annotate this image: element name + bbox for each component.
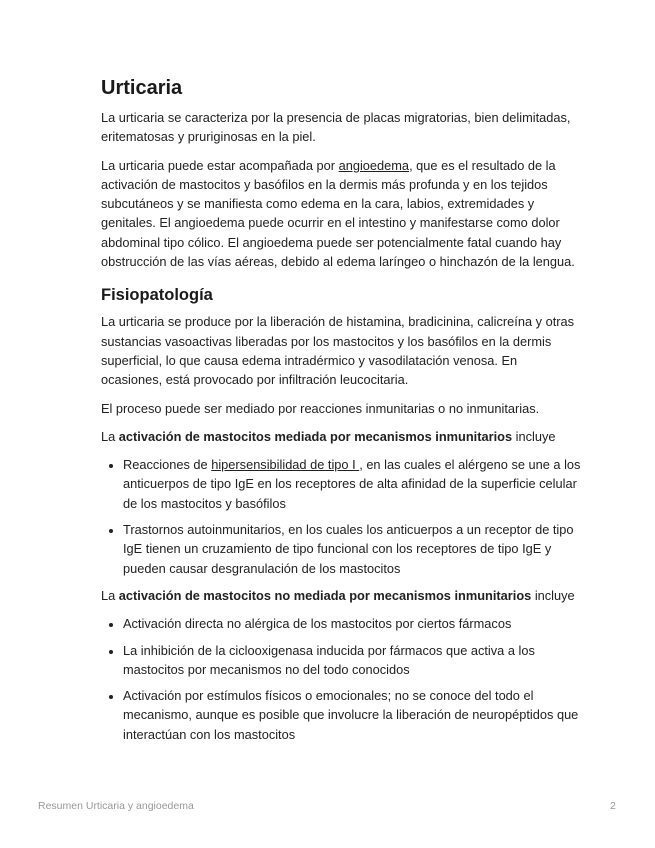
nonimmune-lead-post: incluye: [531, 587, 575, 603]
list-item: • Activación directa no alérgica de los mastocitos por ciertos fármacos: [123, 614, 581, 633]
intro-p2-before: La urticaria puede estar acompañada por: [101, 157, 339, 173]
fisio-paragraph-1: La urticaria se produce por la liberación de histamina, bradicinina, calicreína y otras sustancias vasoactivas liberadas por los mastocitos y los basófilos en la dermis superficial, lo que causa edema intradérmico y vasodilatación venosa. En ocasiones, está provocado por infiltración leucocitaria.: [101, 314, 575, 388]
list-item: • Trastornos autoinmunitarios, en los cuales los anticuerpos a un receptor de tipo IgE tienen un cruzamiento de tipo funcional con los receptores de tipo IgE y pueden causar desgranulación de los mastocitos: [123, 520, 581, 578]
document-body: [101, 76, 581, 752]
immune-item-1-before: Reacciones de: [123, 457, 212, 473]
immune-lead-pre: La: [101, 428, 119, 444]
immune-lead-post: incluye: [512, 428, 556, 444]
nonimmune-list: [101, 614, 581, 744]
angioedema-link[interactable]: angioedema: [338, 157, 410, 173]
list-item: • La inhibición de la ciclooxigenasa inducida por fármacos que activa a los mastocitos por mecanismos no del todo conocidos: [123, 641, 581, 680]
section-heading-fisiopatologia: Fisiopatología: [101, 286, 213, 305]
immune-list: [101, 455, 581, 578]
immune-lead: [101, 427, 581, 446]
list-item: • Activación por estímulos físicos o emocionales; no se conoce del todo el mecanismo, aunque es posible que involucre la liberación de neuropéptidos que interactúan con los mastocitos: [123, 686, 581, 744]
immune-lead-bold: activación de mastocitos mediada por mecanismos inmunitarios: [118, 428, 513, 444]
nonimmune-lead-bold: activación de mastocitos no mediada por mecanismos inmunitarios: [118, 587, 532, 603]
page-title: Urticaria: [101, 77, 183, 99]
nonimmune-lead-pre: La: [101, 587, 119, 603]
footer-document-title: Resumen Urticaria y angioedema: [38, 800, 194, 812]
intro-paragraph-1: La urticaria se caracteriza por la presencia de placas migratorias, bien delimitadas, eritematosas y pruriginosas en la piel.: [101, 110, 571, 145]
immune-item-1-after: , en las cuales el alérgeno se une a los anticuerpos de tipo IgE en los receptores de alta afinidad de la superficie celular de los mastocitos y basófilos: [123, 457, 581, 511]
hipersensibilidad-link[interactable]: hipersensibilidad de tipo I: [211, 457, 360, 473]
nonimmune-lead: [101, 586, 581, 605]
fisio-paragraph-2: El proceso puede ser mediado por reacciones inmunitarias o no inmunitarias.: [101, 400, 540, 416]
footer-page-number: 2: [610, 800, 616, 812]
intro-paragraph-2: [101, 156, 581, 272]
list-item: [123, 455, 581, 513]
intro-p2-after: , que es el resultado de la activación de mastocitos y basófilos en la dermis más profunda y en los tejidos subcutáneos y se manifiesta como edema en la cara, labios, extremidades y genitales. El angioedema puede ocurrir en el intestino y manifestarse como dolor abdominal tipo cólico. El angioedema puede ser potencialmente fatal cuando hay obstrucción de las vías aéreas, debido al edema laríngeo o hinchazón de la lengua.: [101, 157, 575, 270]
